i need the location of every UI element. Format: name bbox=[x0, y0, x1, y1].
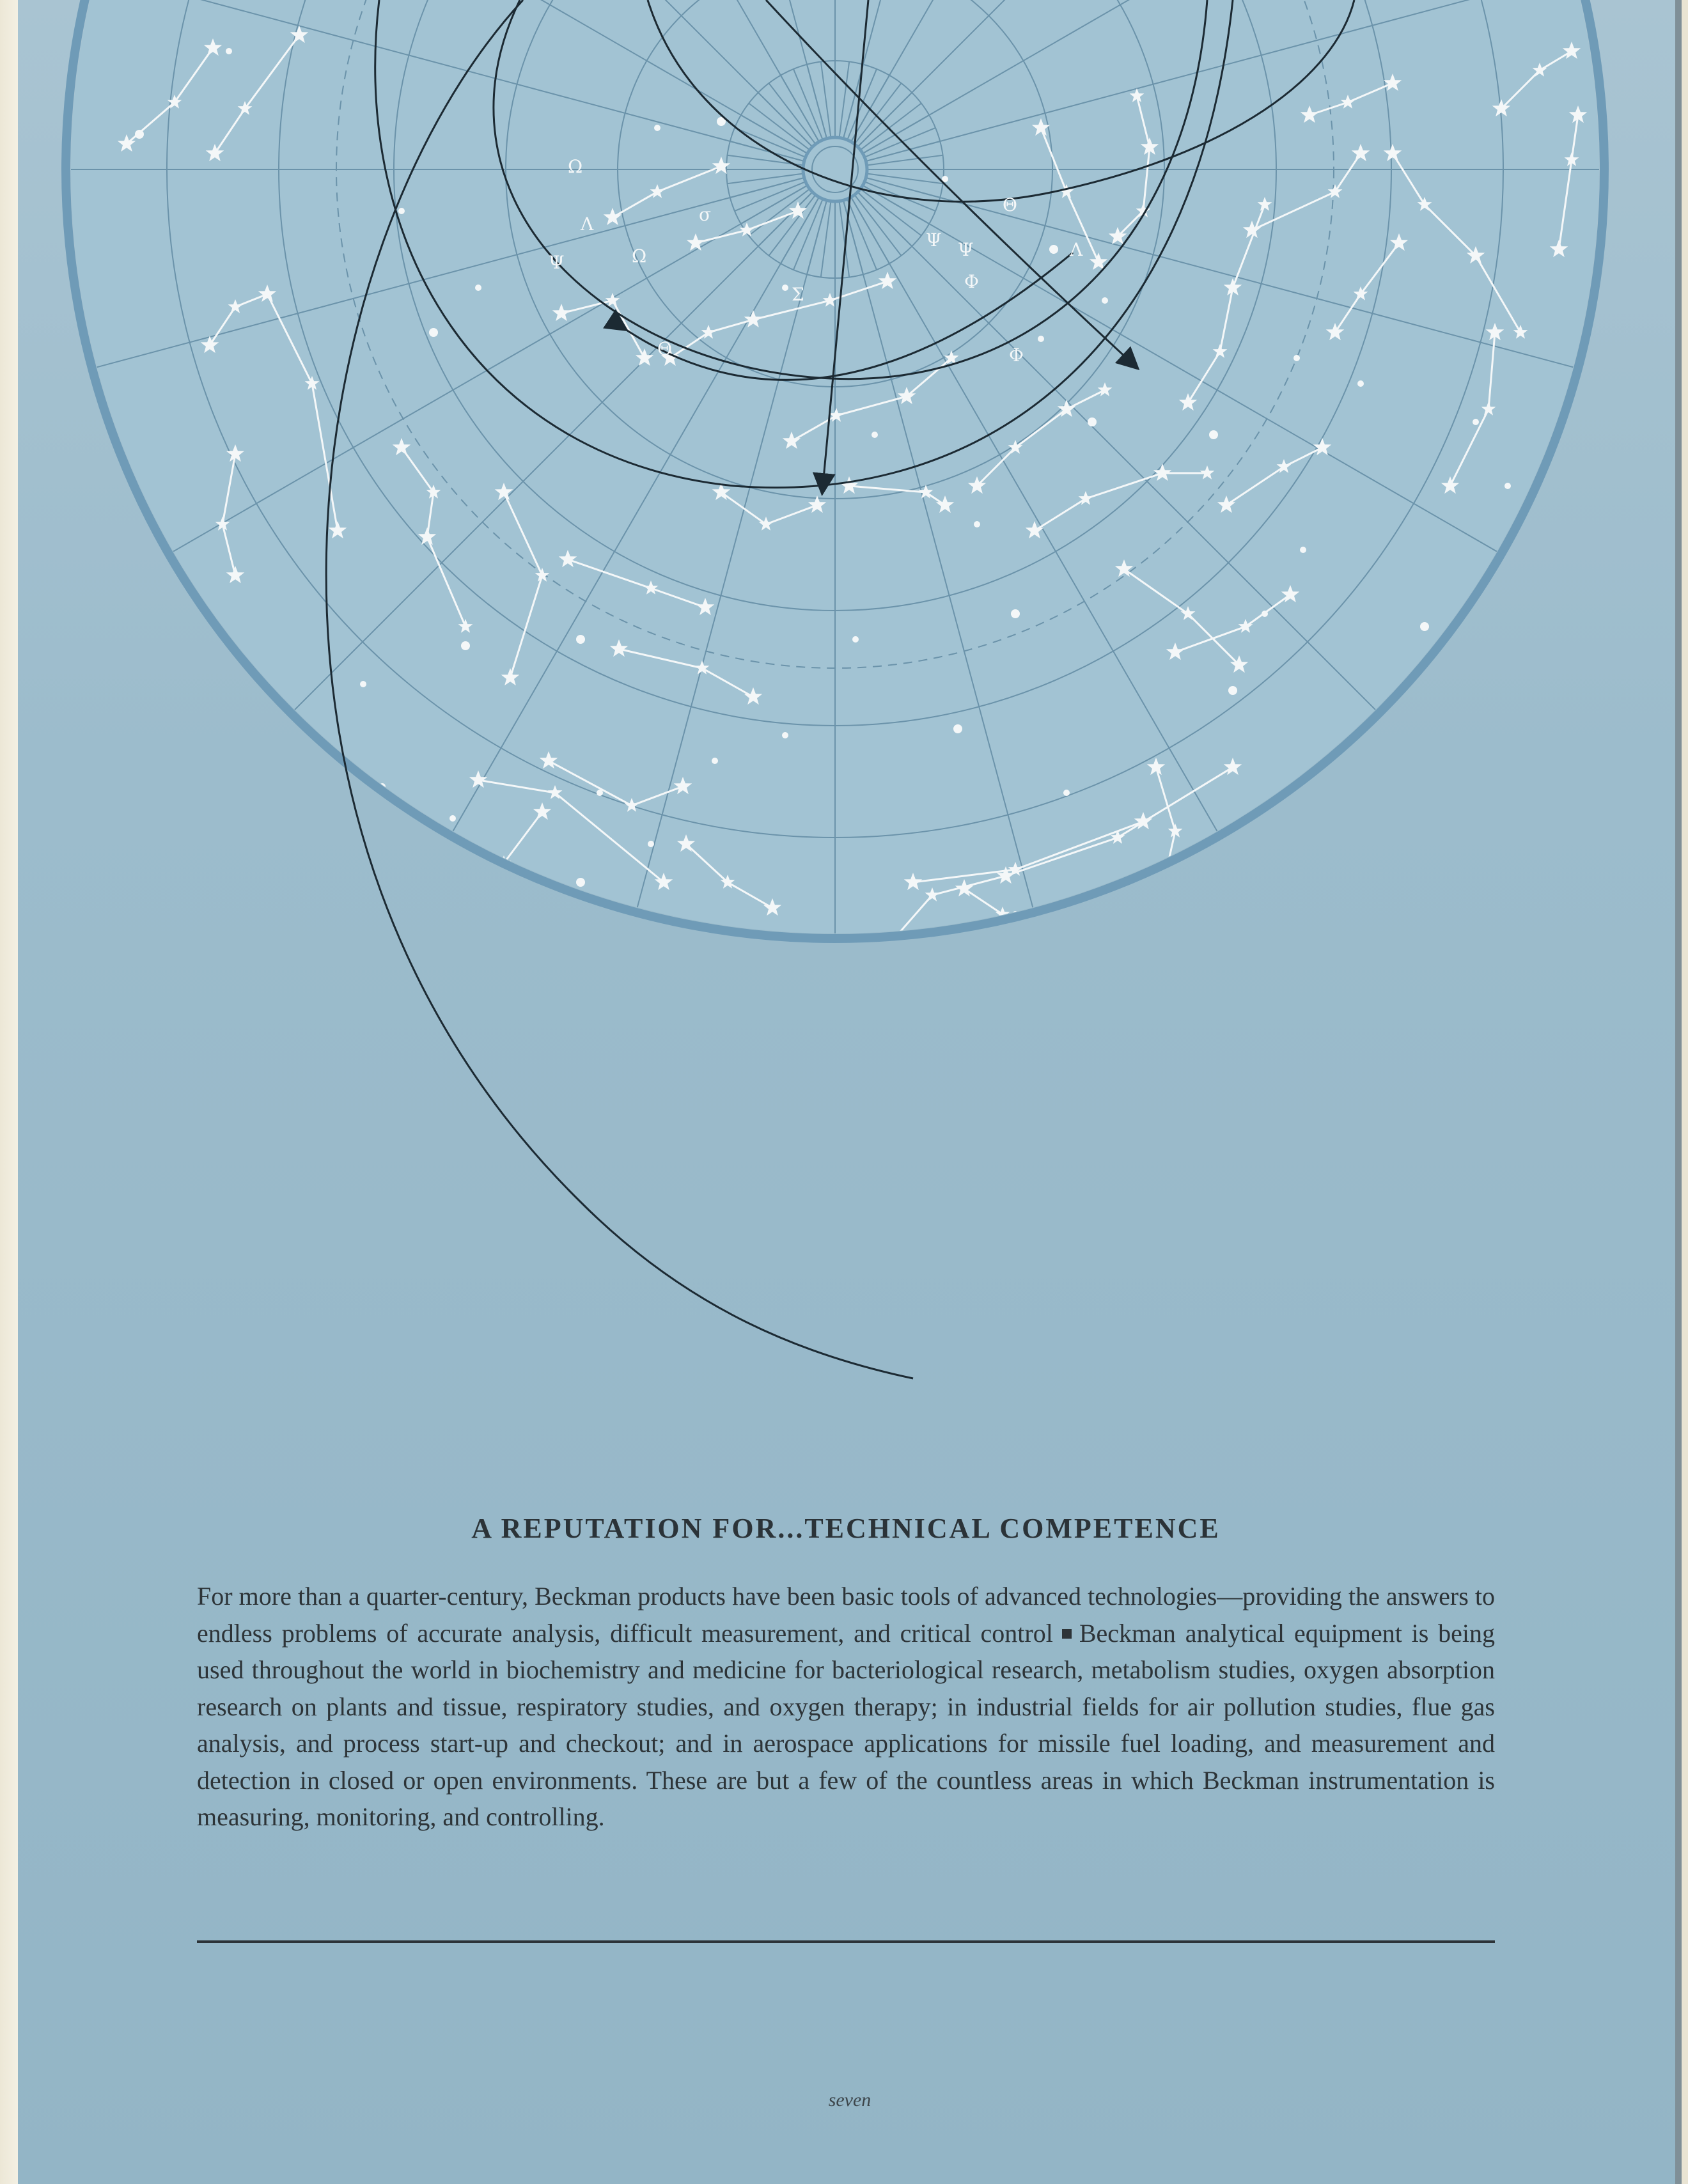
svg-text:Σ: Σ bbox=[792, 284, 804, 305]
svg-text:Λ: Λ bbox=[581, 214, 594, 235]
article-body bbox=[197, 1578, 1495, 1836]
svg-text:Φ: Φ bbox=[964, 271, 979, 292]
article bbox=[197, 1512, 1495, 1836]
svg-text:Λ: Λ bbox=[1070, 239, 1083, 260]
svg-text:Ω: Ω bbox=[568, 156, 583, 177]
svg-text:Φ: Φ bbox=[1009, 345, 1024, 366]
svg-text:σ: σ bbox=[699, 204, 712, 225]
square-bullet-separator bbox=[1062, 1629, 1072, 1639]
binding-strip bbox=[0, 0, 18, 2184]
svg-text:Ω: Ω bbox=[632, 246, 647, 267]
svg-text:Θ: Θ bbox=[1003, 194, 1017, 215]
page-number: seven bbox=[828, 2089, 871, 2110]
svg-text:Ψ: Ψ bbox=[958, 239, 974, 260]
page-edge bbox=[1675, 0, 1682, 2184]
star-chart-illustration bbox=[18, 0, 1682, 1407]
article-body-part-1: For more than a quarter-century, Beckman products have been basic tools of advanced technologies—providing the answers to endless problems of accurate analysis, difficult measurement, and critical control bbox=[197, 1582, 1495, 1648]
article-heading: A REPUTATION FOR...TECHNICAL COMPETENCE bbox=[471, 1513, 1221, 1544]
svg-text:Ψ: Ψ bbox=[926, 230, 942, 251]
closing-rule bbox=[197, 1940, 1495, 1943]
article-body-part-2: Beckman analytical equipment is being used throughout the world in biochemistry and medicine for bacteriological research, metabolism studies, oxygen absorption research on plants and tissue, respiratory studies, and oxygen therapy; in industrial fields for air pollution studies, flue gas analysis, and process start-up and checkout; and in aerospace applications for missile fuel loading, and measurement and detection in closed or open environments. These are but a few of the countless areas in which Beckman instrumentation is measuring, monitoring, and controlling. bbox=[197, 1618, 1496, 1831]
page bbox=[18, 0, 1682, 2184]
svg-text:Θ: Θ bbox=[657, 338, 672, 359]
svg-text:Ψ: Ψ bbox=[549, 252, 565, 273]
